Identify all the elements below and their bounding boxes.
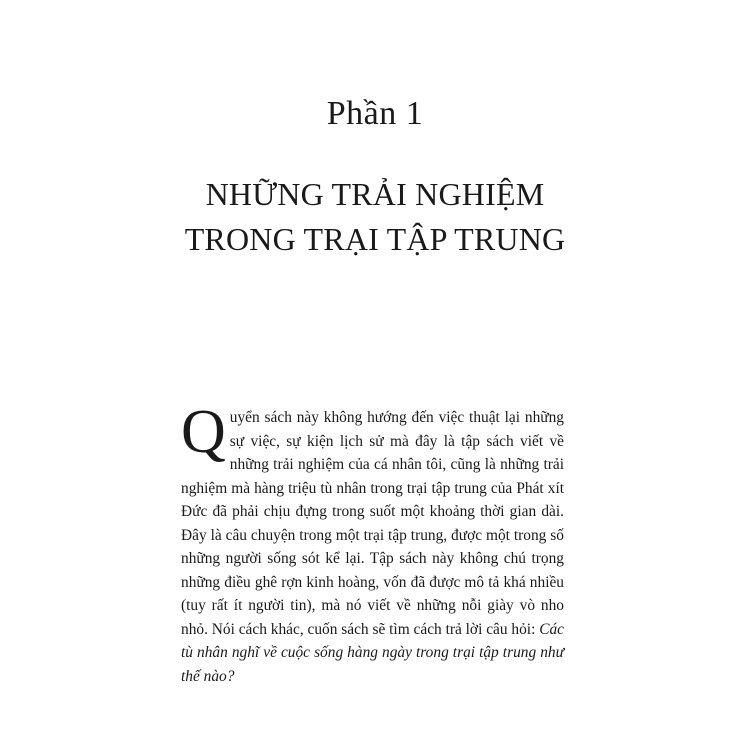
part-label: Phần 1 <box>326 95 424 132</box>
chapter-title-line-1: NHỮNG TRẢI NGHIỆM <box>205 176 545 212</box>
body-paragraph <box>181 398 564 688</box>
chapter-title <box>0 172 750 262</box>
drop-cap: Q <box>181 398 226 466</box>
body-question: Các tù nhân nghĩ về cuộc sống hàng ngày trong trại tập trung như thế nào? <box>181 620 564 685</box>
chapter-title-line-2: TRONG TRẠI TẬP TRUNG <box>184 221 566 257</box>
body-text: uyển sách này không hướng đến việc thuật lại những sự việc, sự kiện lịch sử mà đây là tập sách viết về những trải nghiệm của cá nhân tôi, cũng là những trải nghiệm mà hàng triệu tù nhân trong trại tập trung của Phát xít Đức đã phải chịu đựng trong suốt một khoảng thời gian dài. Đây là câu chuyện trong một trại tập trung, được một trong số những người sống sót kể lại. Tập sách này không chú trọng những điều ghê rợn kinh hoàng, vốn đã được mô tả khá nhiều (tuy rất ít người tin), mà nó viết về những nỗi giày vò nho nhỏ. Nói cách khác, cuốn sách sẽ tìm cách trả lời câu hỏi: <box>181 409 564 638</box>
